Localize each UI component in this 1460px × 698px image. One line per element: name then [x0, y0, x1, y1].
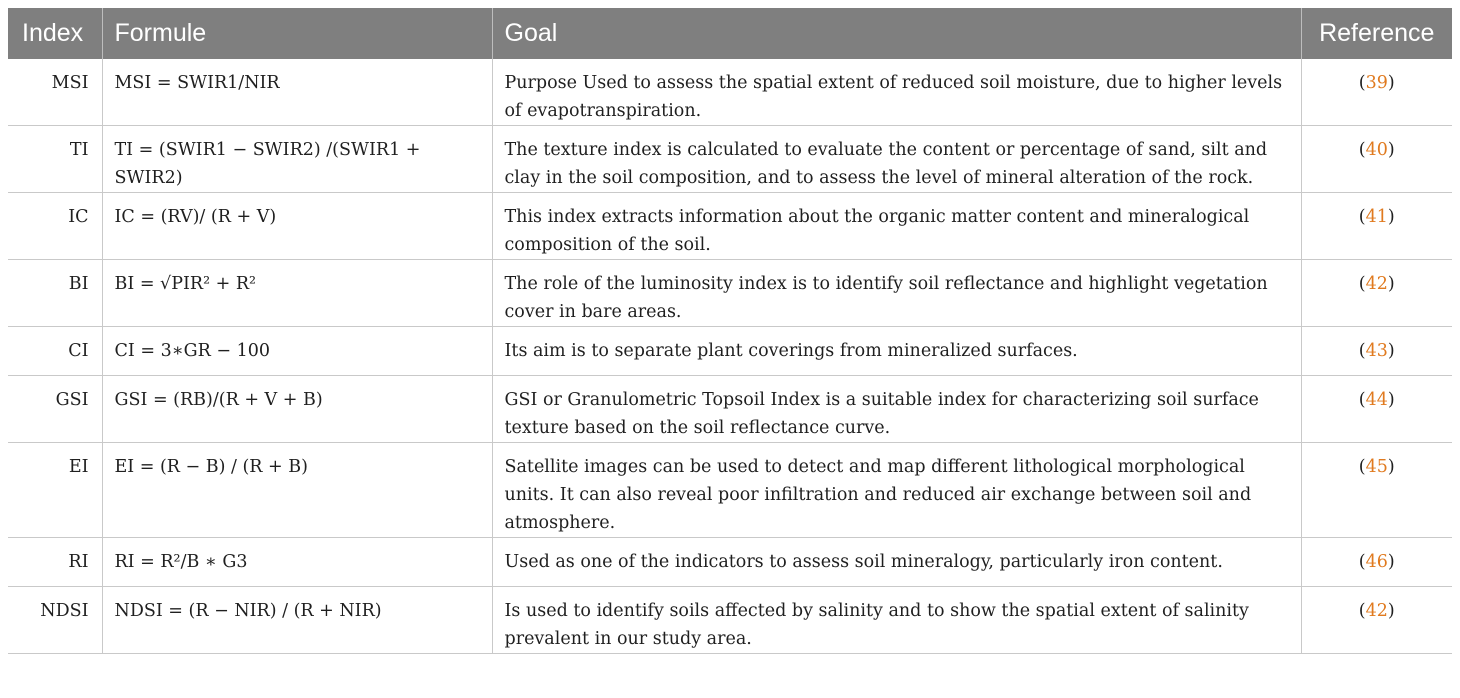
reference-cell: (40) — [1301, 126, 1452, 193]
formula-cell: NDSI = (R − NIR) / (R + NIR) — [102, 587, 492, 654]
table-row — [8, 193, 1452, 260]
index-cell: IC — [8, 193, 102, 260]
goal-cell: The role of the luminosity index is to identify soil reflectance and highlight vegetation cover in bare areas. — [492, 260, 1301, 327]
formula-cell: EI = (R − B) / (R + B) — [102, 443, 492, 538]
reference-cell: (45) — [1301, 443, 1452, 538]
reference-link[interactable]: 44 — [1365, 390, 1388, 410]
index-cell: GSI — [8, 376, 102, 443]
formula-cell: TI = (SWIR1 − SWIR2) /(SWIR1 + SWIR2) — [102, 126, 492, 193]
reference-link[interactable]: 40 — [1365, 140, 1388, 160]
index-cell: TI — [8, 126, 102, 193]
formula-cell: RI = R²/B ∗ G3 — [102, 538, 492, 587]
formula-cell: MSI = SWIR1/NIR — [102, 59, 492, 126]
goal-cell: Purpose Used to assess the spatial extent of reduced soil moisture, due to higher levels of evapotranspiration. — [492, 59, 1301, 126]
goal-cell: Is used to identify soils affected by salinity and to show the spatial extent of salinity prevalent in our study area. — [492, 587, 1301, 654]
reference-link[interactable]: 42 — [1365, 274, 1388, 294]
table-row — [8, 443, 1452, 538]
reference-cell: (41) — [1301, 193, 1452, 260]
goal-cell: The texture index is calculated to evaluate the content or percentage of sand, silt and clay in the soil composition, and to assess the level of mineral alteration of the rock. — [492, 126, 1301, 193]
reference-link[interactable]: 39 — [1365, 73, 1388, 93]
table-body — [8, 59, 1452, 654]
table-row — [8, 59, 1452, 126]
reference-link[interactable]: 43 — [1365, 341, 1388, 361]
table-row — [8, 376, 1452, 443]
goal-cell: Satellite images can be used to detect and map different lithological morphological units. It can also reveal poor infiltration and reduced air exchange between soil and atmosphere. — [492, 443, 1301, 538]
header-reference: Reference — [1301, 8, 1452, 59]
index-cell: EI — [8, 443, 102, 538]
goal-cell: Its aim is to separate plant coverings from mineralized surfaces. — [492, 327, 1301, 376]
reference-link[interactable]: 45 — [1365, 457, 1388, 477]
index-cell: CI — [8, 327, 102, 376]
formula-cell: IC = (RV)/ (R + V) — [102, 193, 492, 260]
reference-cell: (44) — [1301, 376, 1452, 443]
index-cell: BI — [8, 260, 102, 327]
table-row — [8, 587, 1452, 654]
table-row — [8, 260, 1452, 327]
reference-link[interactable]: 42 — [1365, 601, 1388, 621]
reference-cell: (46) — [1301, 538, 1452, 587]
reference-cell: (39) — [1301, 59, 1452, 126]
reference-cell: (43) — [1301, 327, 1452, 376]
reference-cell: (42) — [1301, 260, 1452, 327]
reference-cell: (42) — [1301, 587, 1452, 654]
header-formula: Formule — [102, 8, 492, 59]
index-cell: RI — [8, 538, 102, 587]
table-row — [8, 538, 1452, 587]
table-row — [8, 327, 1452, 376]
header-row — [8, 8, 1452, 59]
index-cell: NDSI — [8, 587, 102, 654]
goal-cell: Used as one of the indicators to assess soil mineralogy, particularly iron content. — [492, 538, 1301, 587]
formula-cell: BI = √PIR² + R² — [102, 260, 492, 327]
table-row — [8, 126, 1452, 193]
index-cell: MSI — [8, 59, 102, 126]
reference-link[interactable]: 41 — [1365, 207, 1388, 227]
formula-cell: GSI = (RB)/(R + V + B) — [102, 376, 492, 443]
reference-link[interactable]: 46 — [1365, 552, 1388, 572]
formula-cell: CI = 3∗GR − 100 — [102, 327, 492, 376]
goal-cell: GSI or Granulometric Topsoil Index is a suitable index for characterizing soil surface texture based on the soil reflectance curve. — [492, 376, 1301, 443]
goal-cell: This index extracts information about the organic matter content and mineralogical composition of the soil. — [492, 193, 1301, 260]
header-index: Index — [8, 8, 102, 59]
header-goal: Goal — [492, 8, 1301, 59]
indices-table — [8, 8, 1452, 654]
table-header — [8, 8, 1452, 59]
